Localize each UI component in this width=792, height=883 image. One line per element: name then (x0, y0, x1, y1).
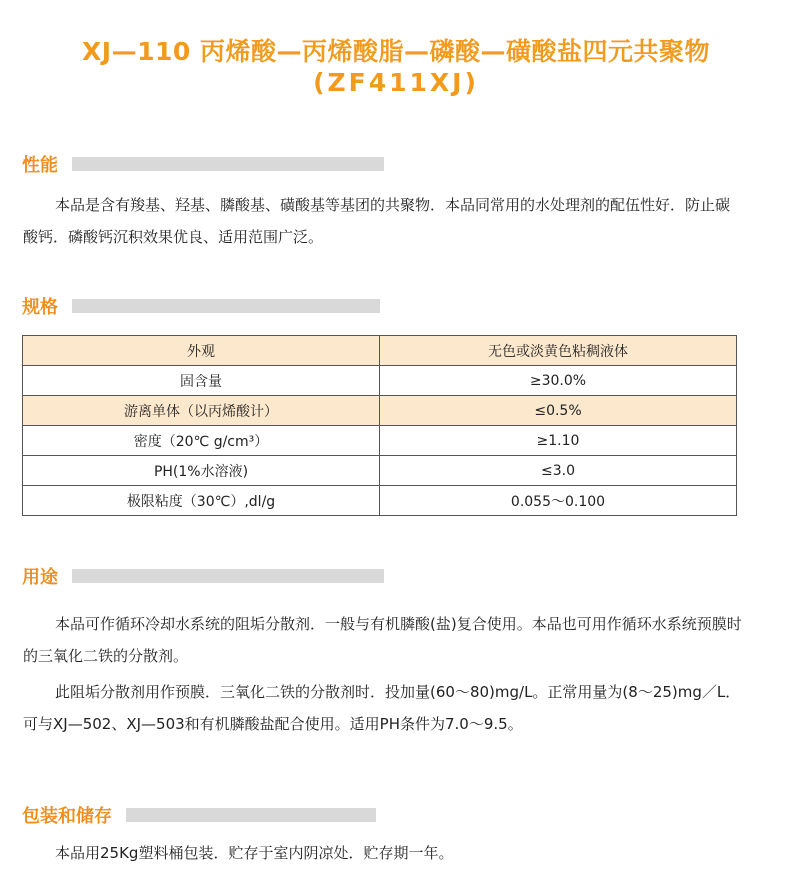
spec-name-cell: PH(1%水溶液) (23, 456, 380, 486)
usage-paragraph-1: 本品可作循环冷却水系统的阻垢分散剂．一般与有机膦酸(盐)复合使用。本品也可用作循环水系统预膜时的三氧化二铁的分散剂。 (23, 615, 742, 665)
table-row (23, 336, 737, 366)
spec-value-cell: ≤0.5% (380, 396, 737, 426)
table-row (23, 486, 737, 516)
section-heading: 规格 (22, 297, 58, 318)
spec-table (22, 335, 737, 516)
section-spec-header (22, 295, 380, 317)
section-performance-header (22, 153, 384, 175)
usage-paragraph-2: 此阻垢分散剂用作预膜．三氧化二铁的分散剂时．投加量(60～80)mg/L。正常用量为(8～25)mg／L．可与XJ—502、XJ—503和有机膦酸盐配合使用。适用PH条件为7.0～9.5。 (23, 683, 741, 733)
spec-value-cell: ≥30.0% (380, 366, 737, 396)
spec-name-cell: 固含量 (23, 366, 380, 396)
spec-name-cell: 游离单体（以丙烯酸计） (23, 396, 380, 426)
heading-divider-bar (72, 157, 384, 171)
document-subtitle-code: (ZF411XJ) (313, 68, 479, 97)
table-row (23, 426, 737, 456)
section-packaging-header (22, 804, 376, 826)
spec-value-cell: ≤3.0 (380, 456, 737, 486)
section-usage-header (22, 565, 384, 587)
spec-value-cell: 无色或淡黄色粘稠液体 (380, 336, 737, 366)
table-row (23, 456, 737, 486)
spec-name-cell: 极限粘度（30℃）,dl/g (23, 486, 380, 516)
table-row (23, 366, 737, 396)
table-row (23, 396, 737, 426)
heading-divider-bar (72, 569, 384, 583)
performance-text: 本品是含有羧基、羟基、膦酸基、磺酸基等基团的共聚物．本品同常用的水处理剂的配伍性好．防止碳酸钙．磷酸钙沉积效果优良、适用范围广泛。 (23, 196, 731, 246)
document-title: XJ—110 丙烯酸—丙烯酸脂—磷酸—磺酸盐四元共聚物 (82, 37, 710, 66)
packaging-text: 本品用25Kg塑料桶包装．贮存于室内阴凉处．贮存期一年。 (55, 844, 454, 862)
spec-name-cell: 外观 (23, 336, 380, 366)
section-heading: 用途 (22, 567, 58, 588)
spec-value-cell: ≥1.10 (380, 426, 737, 456)
section-heading: 性能 (22, 155, 58, 176)
heading-divider-bar (72, 299, 380, 313)
spec-value-cell: 0.055～0.100 (380, 486, 737, 516)
spec-name-cell: 密度（20℃ g/cm³） (23, 426, 380, 456)
section-heading: 包装和储存 (22, 806, 112, 827)
heading-divider-bar (126, 808, 376, 822)
